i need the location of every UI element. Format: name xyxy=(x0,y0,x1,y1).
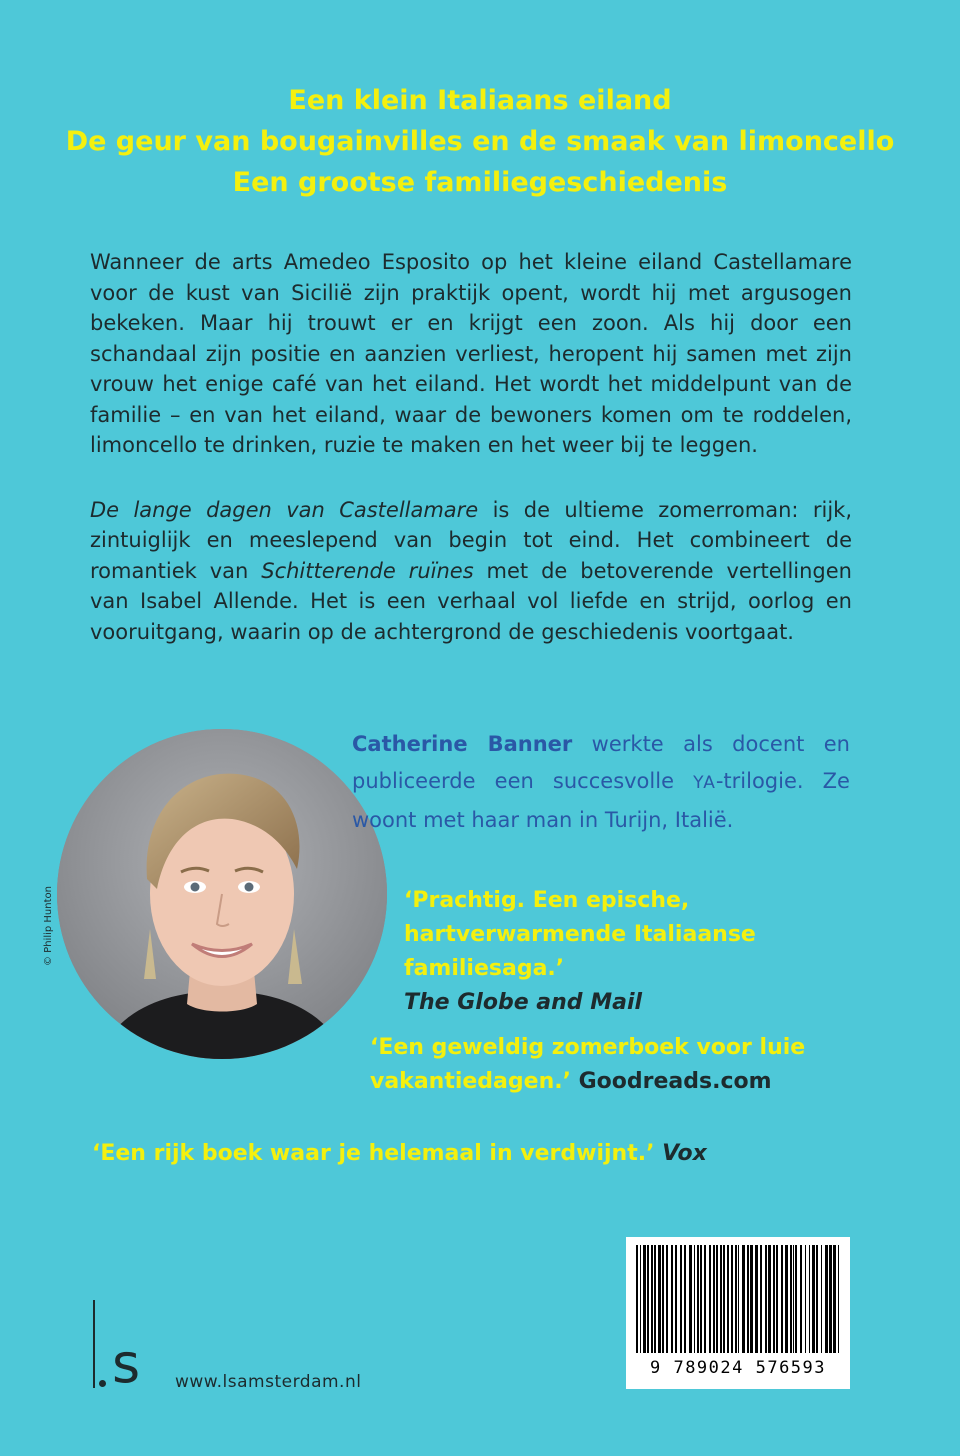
barcode-bar xyxy=(697,1245,699,1353)
barcode-bar xyxy=(709,1245,711,1353)
synopsis-paragraph: Wanneer de arts Amedeo Esposito op het kleine eiland Castellamare voor de kust van Sicilië zijn praktijk opent, wordt hij met argusogen bekeken. Maar hij trouwt er en krijgt een zoon. Als hij door een schandaal zijn positie en aanzien verliest, heropent hij samen met zijn vrouw het enige café van het eiland. Het wordt het middelpunt van de familie – en van het eiland, waar de bewoners komen om te roddelen, limoncello te drinken, ruzie te maken en het weer bij te leggen. xyxy=(90,250,852,457)
review-quote-source: Goodreads.com xyxy=(578,1069,772,1094)
barcode-bar xyxy=(723,1245,725,1353)
synopsis-text: is de ultieme zomerroman: rijk, zintuiglijk en meeslepend van begin tot eind. Het combineert de romantiek van xyxy=(90,497,852,583)
barcode-bar xyxy=(654,1245,656,1353)
barcode-bar xyxy=(765,1245,767,1353)
review-quote-source: Vox xyxy=(662,1141,707,1166)
barcode-bar xyxy=(776,1245,778,1353)
review-quote-text: ‘Een geweldig zomerboek voor luie vakantiedagen.’ xyxy=(370,1035,806,1094)
barcode-bar xyxy=(735,1245,737,1353)
barcode-bar xyxy=(805,1245,806,1353)
barcode-bar xyxy=(747,1245,749,1353)
photo-credit: © Philip Hunton xyxy=(43,886,54,966)
barcode-bar xyxy=(694,1245,695,1353)
barcode-bar xyxy=(700,1245,702,1353)
synopsis-text: met de betoverende vertellingen van Isabel Allende. Het is een verhaal vol liefde en strijd, oorlog en vooruitgang, waarin op de achtergrond de geschiedenis voortgaat. xyxy=(90,558,852,644)
publisher-website[interactable]: www.lsamsterdam.nl xyxy=(175,1372,362,1392)
barcode-bar xyxy=(800,1245,802,1353)
barcode-bar xyxy=(790,1245,792,1353)
barcode-bar xyxy=(773,1245,775,1353)
barcode-bar xyxy=(666,1245,668,1353)
barcode-bar xyxy=(816,1245,818,1353)
barcode-bar xyxy=(727,1245,729,1353)
referenced-book-title: Schitterende ruïnes xyxy=(261,558,474,583)
tagline: Een grootse familiegeschiedenis xyxy=(232,167,728,198)
barcode-bar xyxy=(647,1245,649,1353)
tagline: De geur van bougainvilles en de smaak van limoncello xyxy=(65,126,895,157)
book-title: De lange dagen van Castellamare xyxy=(90,497,479,522)
publisher-logo-dot xyxy=(99,1380,106,1387)
barcode-bars xyxy=(626,1237,850,1357)
publisher-logo-bar xyxy=(93,1300,95,1388)
barcode-bar xyxy=(643,1245,646,1353)
barcode-bar xyxy=(750,1245,753,1353)
barcode-bar xyxy=(704,1245,706,1353)
barcode-bar xyxy=(742,1245,745,1353)
barcode-bar xyxy=(829,1245,832,1353)
author-photo xyxy=(57,729,387,1059)
barcode-bar xyxy=(731,1245,733,1353)
isbn-barcode xyxy=(626,1237,850,1389)
barcode-bar xyxy=(821,1245,822,1353)
author-bio-text: -trilogie. Ze woont met haar man in Turijn, Italië. xyxy=(352,769,850,832)
barcode-bar xyxy=(838,1245,839,1353)
barcode-bar xyxy=(671,1245,673,1353)
tagline: Een klein Italiaans eiland xyxy=(288,85,672,116)
barcode-bar xyxy=(768,1245,771,1353)
barcode-bar xyxy=(675,1245,677,1353)
barcode-bar xyxy=(795,1245,797,1353)
barcode-bar xyxy=(755,1245,758,1353)
barcode-bar xyxy=(825,1245,828,1353)
barcode-bar xyxy=(684,1245,686,1353)
barcode-bar xyxy=(720,1245,722,1353)
taglines xyxy=(60,80,900,203)
barcode-bar xyxy=(651,1245,653,1353)
barcode-bar xyxy=(781,1245,783,1353)
author-name: Catherine Banner xyxy=(352,732,573,756)
barcode-bar xyxy=(680,1245,682,1353)
review-quote-text: ‘Een rijk boek waar je helemaal in verdwijnt.’ xyxy=(92,1141,655,1166)
author-bio-text: werkte als docent en publiceerde een succesvolle xyxy=(352,732,850,793)
barcode-bar xyxy=(689,1245,692,1353)
review-quote-source: The Globe and Mail xyxy=(404,990,643,1015)
barcode-bar xyxy=(662,1245,664,1353)
barcode-bar xyxy=(713,1245,715,1353)
barcode-bar xyxy=(809,1245,810,1353)
synopsis-paragraph xyxy=(90,495,852,648)
barcode-bar xyxy=(793,1245,794,1353)
author-bio xyxy=(352,726,850,839)
barcode-bar xyxy=(658,1245,661,1353)
barcode-bar xyxy=(812,1245,815,1353)
publisher-logo-letter: s xyxy=(112,1332,141,1395)
review-quote xyxy=(370,1031,870,1099)
review-quote xyxy=(92,1137,792,1171)
barcode-bar xyxy=(640,1245,641,1353)
review-quote xyxy=(404,884,864,1020)
barcode-bar xyxy=(636,1245,638,1353)
barcode-bar xyxy=(716,1245,718,1353)
isbn-number: 9 789024 576593 xyxy=(649,1358,827,1378)
synopsis xyxy=(90,247,852,647)
review-quote-text: ‘Prachtig. Een epische, hartverwarmende Italiaanse familiesaga.’ xyxy=(404,888,756,981)
barcode-bar xyxy=(760,1245,762,1353)
author-portrait-illustration xyxy=(57,729,387,1059)
barcode-bar xyxy=(785,1245,788,1353)
author-bio-ya: YA xyxy=(693,773,716,793)
barcode-bar xyxy=(833,1245,836,1353)
barcode-bar xyxy=(738,1245,739,1353)
